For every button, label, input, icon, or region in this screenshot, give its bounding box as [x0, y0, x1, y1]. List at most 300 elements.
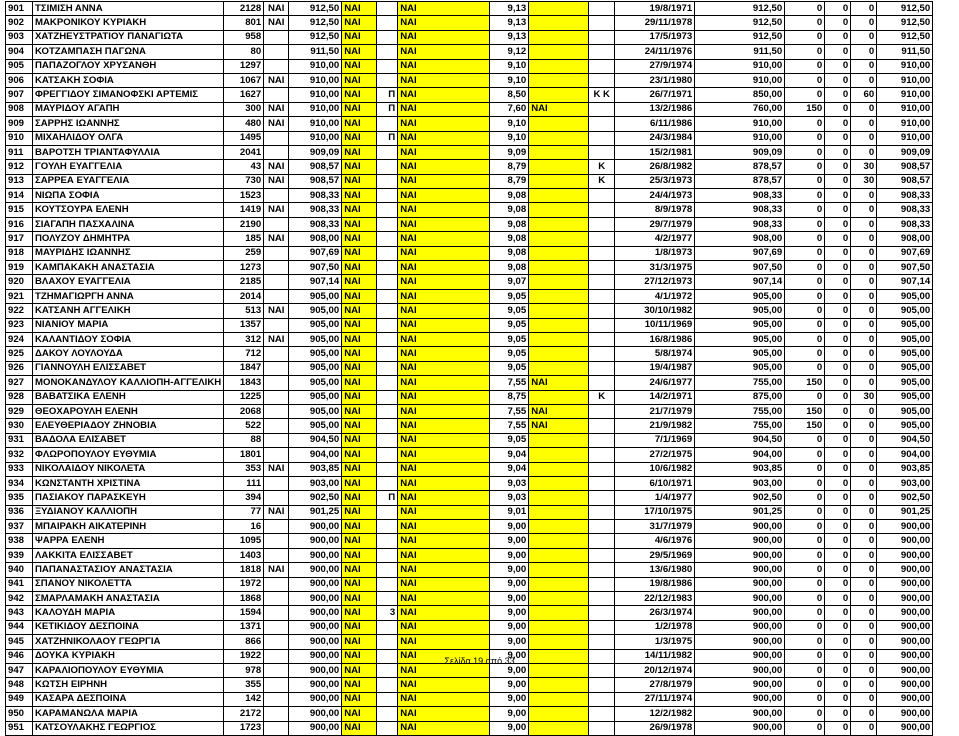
bonus-a-cell: 0	[785, 548, 825, 562]
category-cell: 3	[377, 606, 398, 620]
registry-number-cell: 1403	[224, 548, 264, 562]
birthdate-cell: 27/12/1973	[615, 275, 695, 289]
approval-cell: ΝΑΙ	[398, 45, 490, 59]
grade-cell: 7,55	[490, 404, 529, 418]
total-score-cell: 909,09	[877, 145, 933, 159]
row-number-cell: 934	[6, 476, 33, 490]
bonus-b-cell: 0	[825, 88, 851, 102]
total-score-cell: 900,00	[877, 606, 933, 620]
row-number-cell: 915	[6, 203, 33, 217]
status-cell: ΝΑΙ	[342, 261, 377, 275]
status-cell: ΝΑΙ	[342, 117, 377, 131]
name-cell: ΚΑΡΑΜΑΝΩΛΑ ΜΑΡΙΑ	[33, 707, 224, 721]
status-cell: ΝΑΙ	[342, 534, 377, 548]
score-cell: 907,14	[289, 275, 342, 289]
row-number-cell: 925	[6, 347, 33, 361]
table-row	[6, 491, 933, 505]
status-cell: ΝΑΙ	[342, 174, 377, 188]
grade-cell: 9,00	[490, 606, 529, 620]
k-cell	[589, 189, 615, 203]
bonus-a-cell: 0	[785, 347, 825, 361]
category-cell	[377, 16, 398, 30]
bonus-c-cell: 0	[851, 16, 877, 30]
flag-cell: ΝΑΙ	[264, 563, 289, 577]
approval-cell: ΝΑΙ	[398, 261, 490, 275]
flag-cell: ΝΑΙ	[264, 2, 289, 16]
table-row	[6, 131, 933, 145]
total-score-cell: 910,00	[877, 73, 933, 87]
score-cell: 900,00	[289, 520, 342, 534]
registry-number-cell: 353	[224, 462, 264, 476]
status-cell: ΝΑΙ	[342, 73, 377, 87]
grade-cell: 9,10	[490, 73, 529, 87]
total-score-cell: 910,00	[877, 88, 933, 102]
birthdate-cell: 29/7/1979	[615, 217, 695, 231]
flag-cell: ΝΑΙ	[264, 117, 289, 131]
bonus-b-cell: 0	[825, 678, 851, 692]
birthdate-cell: 17/10/1975	[615, 505, 695, 519]
registry-number-cell: 43	[224, 160, 264, 174]
approval-cell: ΝΑΙ	[398, 563, 490, 577]
birthdate-cell: 14/2/1971	[615, 390, 695, 404]
approval-cell: ΝΑΙ	[398, 189, 490, 203]
score-cell: 908,00	[289, 232, 342, 246]
table-row	[6, 476, 933, 490]
table-row	[6, 275, 933, 289]
base-score-cell: 912,50	[695, 16, 785, 30]
registry-number-cell: 1297	[224, 59, 264, 73]
category-cell	[377, 678, 398, 692]
score-cell: 909,09	[289, 145, 342, 159]
status-cell: ΝΑΙ	[342, 404, 377, 418]
registry-number-cell: 2190	[224, 217, 264, 231]
category-cell	[377, 448, 398, 462]
birthdate-cell: 23/1/1980	[615, 73, 695, 87]
birthdate-cell: 26/9/1978	[615, 721, 695, 735]
bonus-c-cell: 0	[851, 361, 877, 375]
extra-flag-cell	[529, 433, 589, 447]
bonus-b-cell: 0	[825, 577, 851, 591]
grade-cell: 9,00	[490, 548, 529, 562]
name-cell: ΜΠΑΙΡΑΚΗ ΑΙΚΑΤΕΡΙΝΗ	[33, 520, 224, 534]
bonus-a-cell: 0	[785, 663, 825, 677]
approval-cell: ΝΑΙ	[398, 433, 490, 447]
table-row	[6, 59, 933, 73]
base-score-cell: 900,00	[695, 520, 785, 534]
total-score-cell: 905,00	[877, 289, 933, 303]
category-cell	[377, 376, 398, 390]
row-number-cell: 923	[6, 318, 33, 332]
flag-cell	[264, 592, 289, 606]
flag-cell: ΝΑΙ	[264, 73, 289, 87]
status-cell: ΝΑΙ	[342, 45, 377, 59]
registry-number-cell: 1225	[224, 390, 264, 404]
bonus-b-cell: 0	[825, 376, 851, 390]
category-cell	[377, 620, 398, 634]
birthdate-cell: 19/8/1986	[615, 577, 695, 591]
table-row	[6, 433, 933, 447]
grade-cell: 8,50	[490, 88, 529, 102]
table-row	[6, 304, 933, 318]
name-cell: ΝΙΩΠΑ ΣΟΦΙΑ	[33, 189, 224, 203]
bonus-b-cell: 0	[825, 620, 851, 634]
grade-cell: 9,12	[490, 45, 529, 59]
bonus-c-cell: 0	[851, 45, 877, 59]
k-cell: Κ	[589, 160, 615, 174]
flag-cell: ΝΑΙ	[264, 462, 289, 476]
status-cell: ΝΑΙ	[342, 448, 377, 462]
k-cell: Κ	[589, 174, 615, 188]
total-score-cell: 905,00	[877, 361, 933, 375]
extra-flag-cell	[529, 635, 589, 649]
table-row	[6, 577, 933, 591]
category-cell: Π	[377, 131, 398, 145]
grade-cell: 9,00	[490, 649, 529, 663]
total-score-cell: 900,00	[877, 678, 933, 692]
name-cell: ΛΑΚΚΙΤΑ ΕΛΙΣΣΑΒΕΤ	[33, 548, 224, 562]
registry-number-cell: 1523	[224, 189, 264, 203]
category-cell	[377, 2, 398, 16]
name-cell: ΠΑΣΙΑΚΟΥ ΠΑΡΑΣΚΕΥΗ	[33, 491, 224, 505]
bonus-c-cell: 0	[851, 2, 877, 16]
table-row	[6, 246, 933, 260]
extra-flag-cell	[529, 261, 589, 275]
grade-cell: 9,00	[490, 707, 529, 721]
grade-cell: 9,03	[490, 491, 529, 505]
flag-cell	[264, 261, 289, 275]
birthdate-cell: 15/2/1981	[615, 145, 695, 159]
extra-flag-cell	[529, 462, 589, 476]
base-score-cell: 912,50	[695, 30, 785, 44]
row-number-cell: 947	[6, 663, 33, 677]
status-cell: ΝΑΙ	[342, 145, 377, 159]
k-cell	[589, 2, 615, 16]
approval-cell: ΝΑΙ	[398, 361, 490, 375]
score-cell: 900,00	[289, 534, 342, 548]
name-cell: ΞΥΔΙΑΝΟΥ ΚΑΛΛΙΟΠΗ	[33, 505, 224, 519]
status-cell: ΝΑΙ	[342, 203, 377, 217]
name-cell: ΤΣΙΜΙΣΗ ΑΝΝΑ	[33, 2, 224, 16]
bonus-a-cell: 0	[785, 491, 825, 505]
name-cell: ΠΑΠΑΝΑΣΤΑΣΙΟΥ ΑΝΑΣΤΑΣΙΑ	[33, 563, 224, 577]
registry-number-cell: 259	[224, 246, 264, 260]
bonus-c-cell: 0	[851, 261, 877, 275]
bonus-c-cell: 0	[851, 534, 877, 548]
status-cell: ΝΑΙ	[342, 692, 377, 706]
approval-cell: ΝΑΙ	[398, 347, 490, 361]
row-number-cell: 935	[6, 491, 33, 505]
table-row	[6, 88, 933, 102]
bonus-a-cell: 0	[785, 476, 825, 490]
k-cell: Κ Κ	[589, 88, 615, 102]
score-cell: 905,00	[289, 376, 342, 390]
score-cell: 910,00	[289, 73, 342, 87]
bonus-c-cell: 30	[851, 160, 877, 174]
bonus-b-cell: 0	[825, 505, 851, 519]
row-number-cell: 944	[6, 620, 33, 634]
status-cell: ΝΑΙ	[342, 347, 377, 361]
status-cell: ΝΑΙ	[342, 606, 377, 620]
bonus-a-cell: 0	[785, 332, 825, 346]
table-row	[6, 261, 933, 275]
approval-cell: ΝΑΙ	[398, 102, 490, 116]
bonus-c-cell: 0	[851, 419, 877, 433]
category-cell: Π	[377, 102, 398, 116]
score-cell: 900,00	[289, 592, 342, 606]
score-cell: 910,00	[289, 102, 342, 116]
status-cell: ΝΑΙ	[342, 491, 377, 505]
flag-cell	[264, 59, 289, 73]
approval-cell: ΝΑΙ	[398, 16, 490, 30]
bonus-a-cell: 0	[785, 73, 825, 87]
table-row	[6, 462, 933, 476]
total-score-cell: 900,00	[877, 520, 933, 534]
bonus-b-cell: 0	[825, 404, 851, 418]
row-number-cell: 909	[6, 117, 33, 131]
birthdate-cell: 6/10/1971	[615, 476, 695, 490]
extra-flag-cell	[529, 332, 589, 346]
row-number-cell: 907	[6, 88, 33, 102]
birthdate-cell: 26/8/1982	[615, 160, 695, 174]
total-score-cell: 907,14	[877, 275, 933, 289]
bonus-a-cell: 0	[785, 304, 825, 318]
extra-flag-cell	[529, 289, 589, 303]
k-cell	[589, 59, 615, 73]
category-cell	[377, 145, 398, 159]
registry-number-cell: 1067	[224, 73, 264, 87]
score-cell: 900,00	[289, 548, 342, 562]
row-number-cell: 930	[6, 419, 33, 433]
grade-cell: 9,00	[490, 563, 529, 577]
grade-cell: 9,10	[490, 59, 529, 73]
table-row	[6, 160, 933, 174]
bonus-a-cell: 0	[785, 88, 825, 102]
table-row	[6, 678, 933, 692]
registry-number-cell: 480	[224, 117, 264, 131]
registry-number-cell: 88	[224, 433, 264, 447]
k-cell	[589, 102, 615, 116]
bonus-a-cell: 0	[785, 692, 825, 706]
grade-cell: 9,05	[490, 304, 529, 318]
approval-cell: ΝΑΙ	[398, 390, 490, 404]
birthdate-cell: 19/8/1971	[615, 2, 695, 16]
table-row	[6, 203, 933, 217]
registry-number-cell: 958	[224, 30, 264, 44]
table-row	[6, 16, 933, 30]
approval-cell: ΝΑΙ	[398, 217, 490, 231]
flag-cell	[264, 448, 289, 462]
status-cell: ΝΑΙ	[342, 548, 377, 562]
extra-flag-cell	[529, 563, 589, 577]
bonus-a-cell: 0	[785, 361, 825, 375]
base-score-cell: 900,00	[695, 592, 785, 606]
approval-cell: ΝΑΙ	[398, 73, 490, 87]
row-number-cell: 950	[6, 707, 33, 721]
table-row	[6, 174, 933, 188]
row-number-cell: 908	[6, 102, 33, 116]
bonus-b-cell: 0	[825, 347, 851, 361]
bonus-c-cell: 0	[851, 332, 877, 346]
birthdate-cell: 4/1/1972	[615, 289, 695, 303]
table-row	[6, 390, 933, 404]
table-row	[6, 189, 933, 203]
approval-cell: ΝΑΙ	[398, 145, 490, 159]
flag-cell	[264, 88, 289, 102]
birthdate-cell: 4/2/1977	[615, 232, 695, 246]
grade-cell: 9,05	[490, 332, 529, 346]
row-number-cell: 936	[6, 505, 33, 519]
row-number-cell: 942	[6, 592, 33, 606]
name-cell: ΔΑΚΟΥ ΛΟΥΛΟΥΔΑ	[33, 347, 224, 361]
birthdate-cell: 8/9/1978	[615, 203, 695, 217]
name-cell: ΣΙΑΓΑΠΗ ΠΑΣΧΑΛΙΝΑ	[33, 217, 224, 231]
flag-cell	[264, 721, 289, 735]
flag-cell	[264, 347, 289, 361]
base-score-cell: 878,57	[695, 160, 785, 174]
approval-cell: ΝΑΙ	[398, 404, 490, 418]
approval-cell: ΝΑΙ	[398, 2, 490, 16]
approval-cell: ΝΑΙ	[398, 131, 490, 145]
base-score-cell: 904,50	[695, 433, 785, 447]
k-cell	[589, 404, 615, 418]
category-cell	[377, 433, 398, 447]
total-score-cell: 903,85	[877, 462, 933, 476]
k-cell	[589, 16, 615, 30]
bonus-c-cell: 0	[851, 505, 877, 519]
k-cell	[589, 476, 615, 490]
base-score-cell: 907,14	[695, 275, 785, 289]
base-score-cell: 900,00	[695, 577, 785, 591]
birthdate-cell: 6/11/1986	[615, 117, 695, 131]
row-number-cell: 924	[6, 332, 33, 346]
base-score-cell: 910,00	[695, 117, 785, 131]
extra-flag-cell: ΝΑΙ	[529, 376, 589, 390]
birthdate-cell: 13/6/1980	[615, 563, 695, 577]
approval-cell: ΝΑΙ	[398, 649, 490, 663]
bonus-b-cell: 0	[825, 246, 851, 260]
extra-flag-cell	[529, 131, 589, 145]
grade-cell: 9,03	[490, 476, 529, 490]
table-row	[6, 2, 933, 16]
bonus-c-cell: 0	[851, 592, 877, 606]
bonus-c-cell: 0	[851, 433, 877, 447]
row-number-cell: 945	[6, 635, 33, 649]
extra-flag-cell: ΝΑΙ	[529, 102, 589, 116]
score-cell: 905,00	[289, 404, 342, 418]
bonus-b-cell: 0	[825, 217, 851, 231]
score-cell: 908,33	[289, 217, 342, 231]
flag-cell	[264, 678, 289, 692]
extra-flag-cell	[529, 318, 589, 332]
birthdate-cell: 10/11/1969	[615, 318, 695, 332]
bonus-c-cell: 0	[851, 606, 877, 620]
extra-flag-cell	[529, 117, 589, 131]
status-cell: ΝΑΙ	[342, 620, 377, 634]
k-cell	[589, 419, 615, 433]
total-score-cell: 905,00	[877, 390, 933, 404]
name-cell: ΒΑΔΟΛΑ ΕΛΙΣΑΒΕΤ	[33, 433, 224, 447]
k-cell	[589, 433, 615, 447]
bonus-b-cell: 0	[825, 361, 851, 375]
grade-cell: 9,13	[490, 2, 529, 16]
bonus-b-cell: 0	[825, 390, 851, 404]
total-score-cell: 902,50	[877, 491, 933, 505]
name-cell: ΚΑΤΣΑΚΗ ΣΟΦΙΑ	[33, 73, 224, 87]
bonus-b-cell: 0	[825, 30, 851, 44]
category-cell	[377, 635, 398, 649]
extra-flag-cell	[529, 203, 589, 217]
flag-cell	[264, 404, 289, 418]
flag-cell	[264, 217, 289, 231]
bonus-a-cell: 0	[785, 189, 825, 203]
birthdate-cell: 17/5/1973	[615, 30, 695, 44]
bonus-a-cell: 0	[785, 59, 825, 73]
extra-flag-cell	[529, 505, 589, 519]
k-cell	[589, 448, 615, 462]
approval-cell: ΝΑΙ	[398, 577, 490, 591]
bonus-a-cell: 150	[785, 102, 825, 116]
birthdate-cell: 31/7/1979	[615, 520, 695, 534]
base-score-cell: 900,00	[695, 663, 785, 677]
approval-cell: ΝΑΙ	[398, 707, 490, 721]
bonus-c-cell: 0	[851, 678, 877, 692]
bonus-c-cell: 0	[851, 462, 877, 476]
name-cell: ΜΑΥΡΙΔΟΥ ΑΓΑΠΗ	[33, 102, 224, 116]
grade-cell: 9,04	[490, 448, 529, 462]
base-score-cell: 909,09	[695, 145, 785, 159]
k-cell	[589, 289, 615, 303]
base-score-cell: 755,00	[695, 376, 785, 390]
score-cell: 900,00	[289, 663, 342, 677]
k-cell	[589, 145, 615, 159]
registry-number-cell: 142	[224, 692, 264, 706]
extra-flag-cell	[529, 73, 589, 87]
total-score-cell: 908,57	[877, 160, 933, 174]
name-cell: ΕΛΕΥΘΕΡΙΑΔΟΥ ΖΗΝΟΒΙΑ	[33, 419, 224, 433]
base-score-cell: 905,00	[695, 361, 785, 375]
base-score-cell: 905,00	[695, 332, 785, 346]
approval-cell: ΝΑΙ	[398, 304, 490, 318]
birthdate-cell: 27/11/1974	[615, 692, 695, 706]
bonus-c-cell: 30	[851, 174, 877, 188]
table-row	[6, 361, 933, 375]
registry-number-cell: 1843	[224, 376, 264, 390]
total-score-cell: 905,00	[877, 419, 933, 433]
bonus-c-cell: 0	[851, 620, 877, 634]
score-cell: 903,85	[289, 462, 342, 476]
k-cell	[589, 332, 615, 346]
flag-cell	[264, 707, 289, 721]
flag-cell	[264, 45, 289, 59]
name-cell: ΚΕΤΙΚΙΔΟΥ ΔΕΣΠΟΙΝΑ	[33, 620, 224, 634]
k-cell	[589, 261, 615, 275]
base-score-cell: 900,00	[695, 678, 785, 692]
registry-number-cell: 2172	[224, 707, 264, 721]
row-number-cell: 911	[6, 145, 33, 159]
bonus-a-cell: 0	[785, 577, 825, 591]
status-cell: ΝΑΙ	[342, 520, 377, 534]
k-cell	[589, 606, 615, 620]
birthdate-cell: 1/4/1977	[615, 491, 695, 505]
total-score-cell: 905,00	[877, 304, 933, 318]
bonus-b-cell: 0	[825, 692, 851, 706]
total-score-cell: 900,00	[877, 534, 933, 548]
score-cell: 900,00	[289, 692, 342, 706]
k-cell	[589, 73, 615, 87]
name-cell: ΒΑΒΑΤΣΙΚΑ ΕΛΕΝΗ	[33, 390, 224, 404]
status-cell: ΝΑΙ	[342, 376, 377, 390]
bonus-c-cell: 0	[851, 232, 877, 246]
